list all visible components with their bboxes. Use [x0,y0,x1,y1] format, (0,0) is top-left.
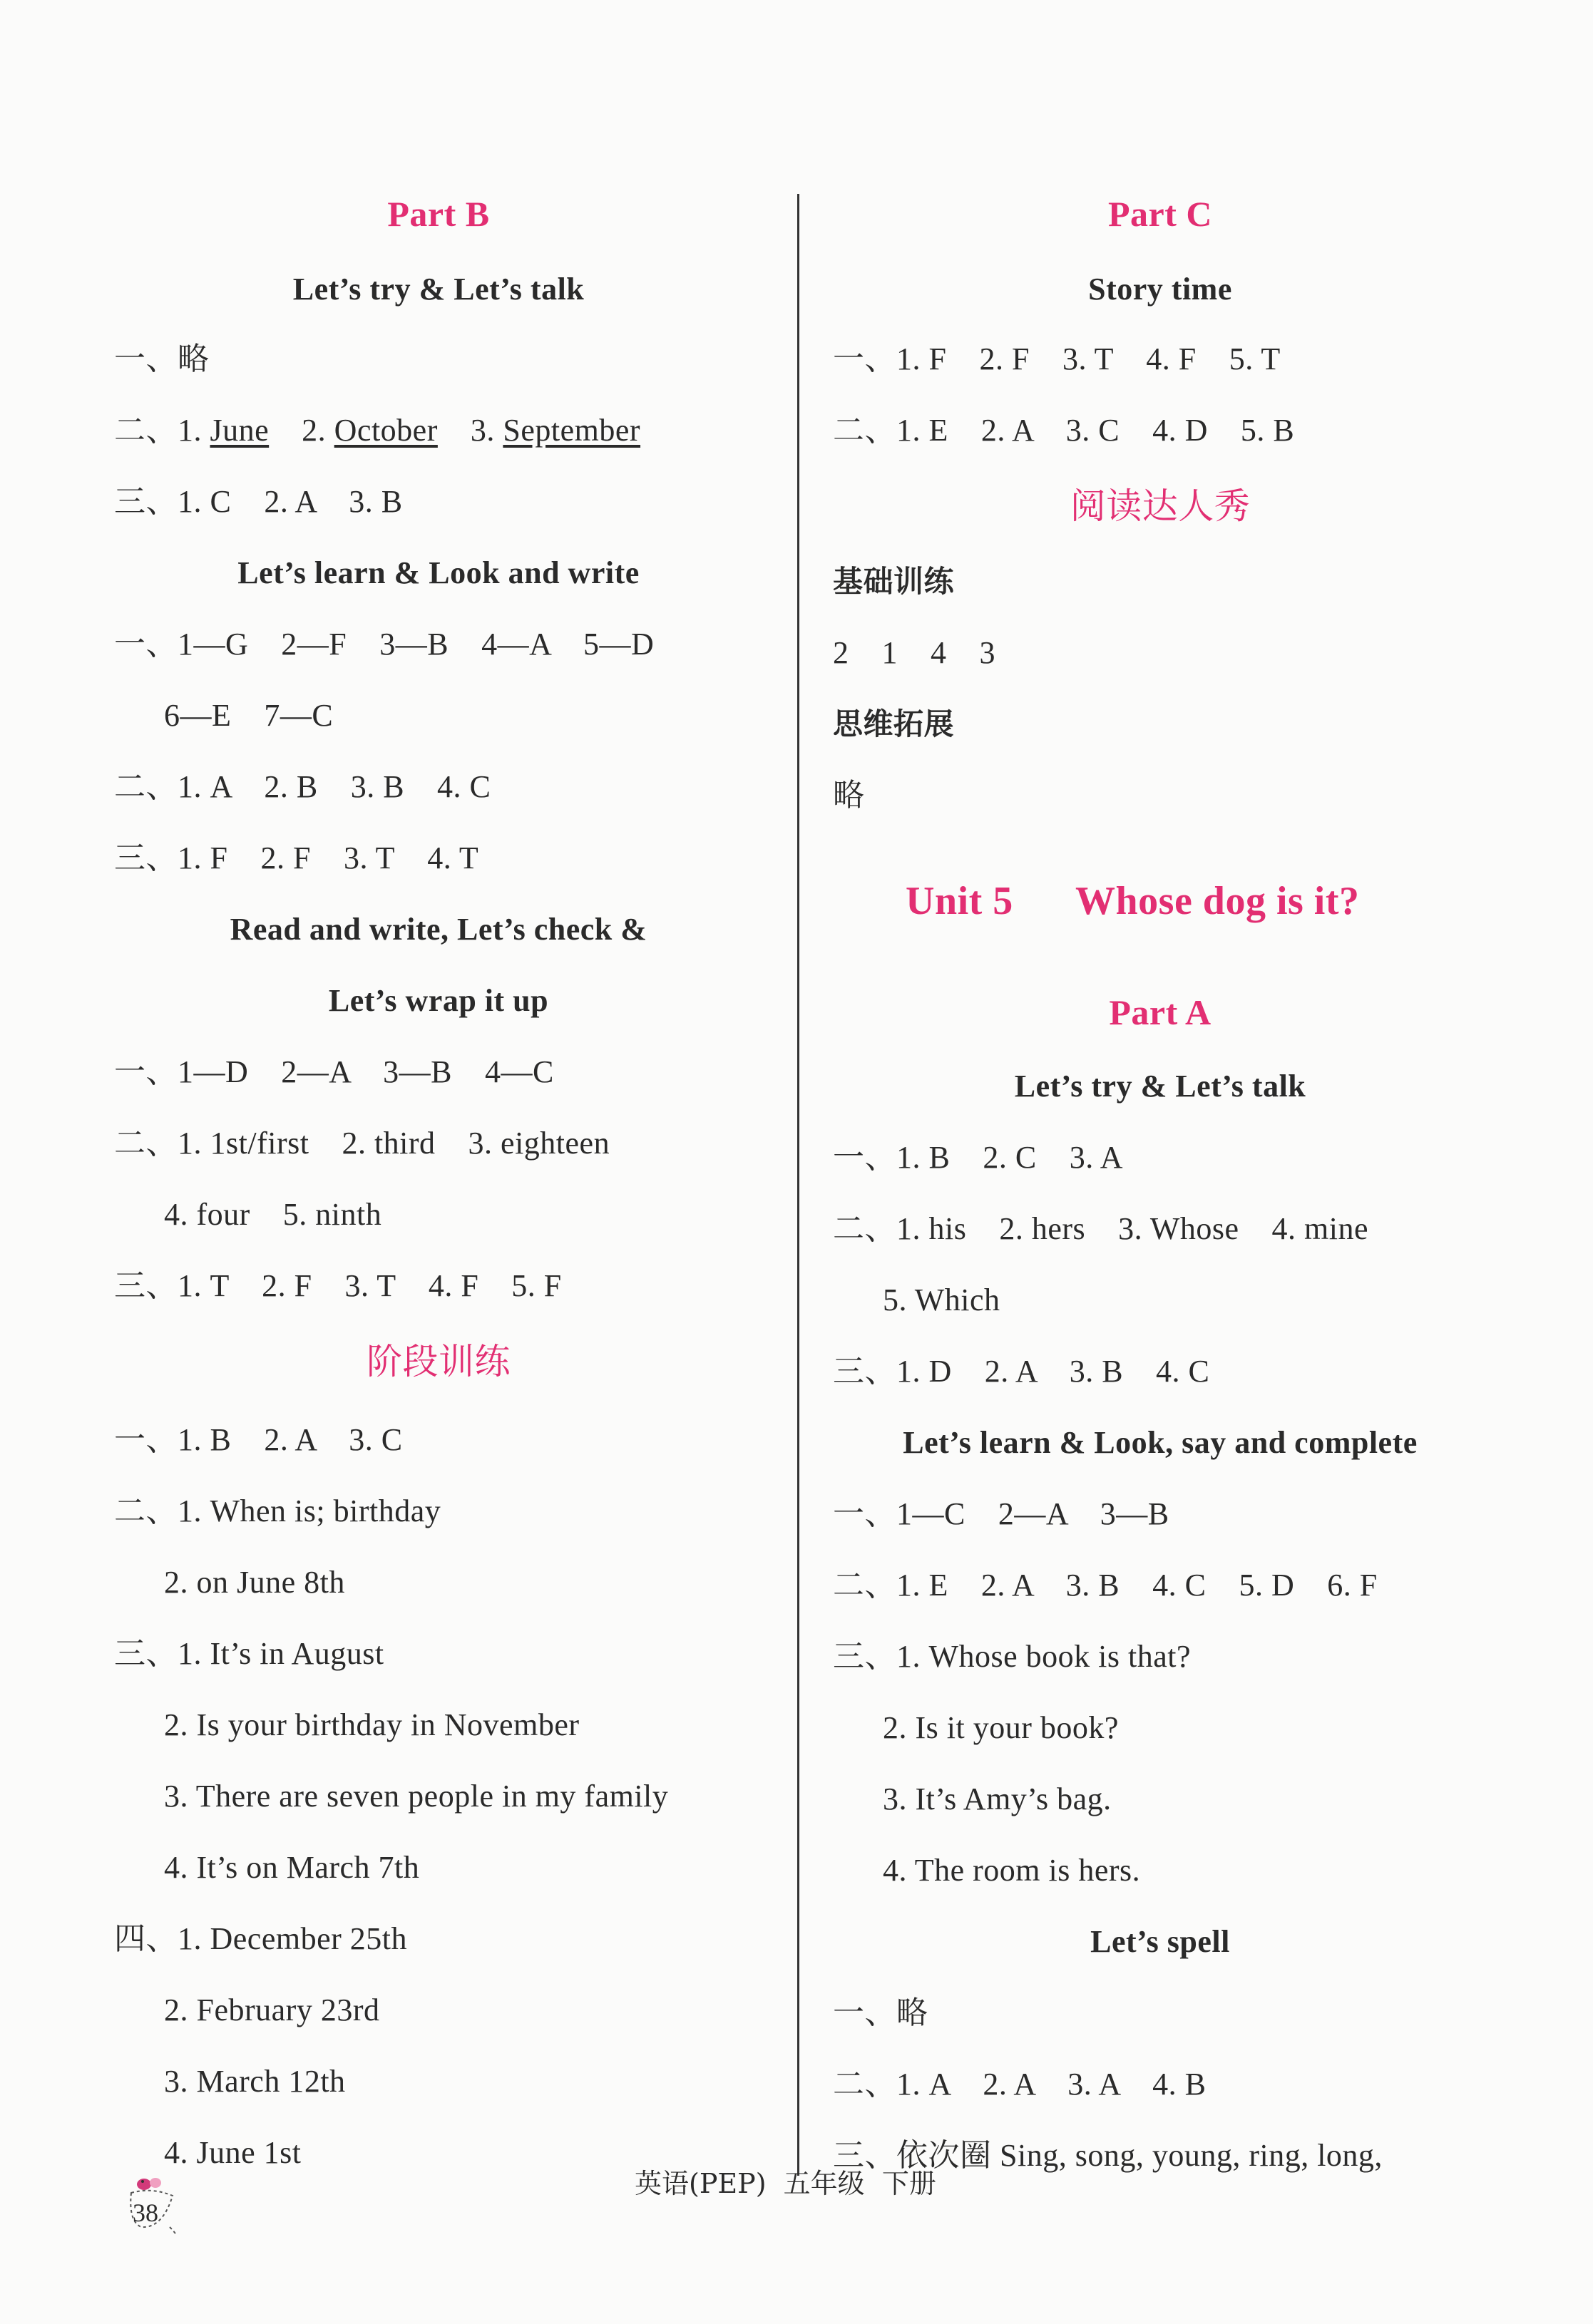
answer-line: 4. It’s on March 7th [164,1850,420,1885]
answer-line: 二、1. E 2. A 3. C 4. D 5. B [833,413,1295,448]
answer-line: 2. Is it your book? [883,1710,1119,1745]
answer-line: 二、1. E 2. A 3. B 4. C 5. D 6. F [833,1568,1378,1603]
part-c-heading: Part C [1108,194,1212,234]
answer-line: 三、1. Whose book is that? [833,1639,1192,1674]
answer-line: 一、1—G 2—F 3—B 4—A 5—D [114,627,655,662]
section-subheading: Let’s wrap it up [328,983,549,1018]
section-subheading: Story time [1088,272,1232,307]
answer-line: 3. It’s Amy’s bag. [883,1781,1112,1816]
answer-line: 二、1. his 2. hers 3. Whose 4. mine [833,1211,1369,1246]
answer-line: 2. February 23rd [164,1993,380,2027]
answer-line: 三、1. T 2. F 3. T 4. F 5. F [114,1268,562,1303]
answer-october: October [334,413,438,448]
answer-line: 略 [833,778,865,813]
answer-line: 三、1. F 2. F 3. T 4. T [114,840,479,875]
answer-line: 二、1. 1st/first 2. third 3. eighteen [114,1126,610,1161]
section-subheading: Let’s try & Let’s talk [292,272,585,307]
answer-line: 5. Which [883,1282,1000,1317]
section-subheading: Let’s learn & Look, say and complete [903,1425,1418,1460]
unit-number: Unit 5 [906,879,1013,923]
answer-line: 3. There are seven people in my family [164,1779,669,1814]
section-subheading: Read and write, Let’s check & [230,912,647,947]
answer-line: 一、1—D 2—A 3—B 4—C [114,1054,554,1089]
unit-title: Whose dog is it? [1075,879,1360,923]
answer-number: 3. [470,413,503,448]
answer-line: 三、1. C 2. A 3. B [114,484,403,519]
answer-line: 4. The room is hers. [883,1853,1141,1888]
answer-line: 二、1. A 2. B 3. B 4. C [114,769,491,804]
answer-line: 一、1. F 2. F 3. T 4. F 5. T [833,341,1281,376]
answer-line: 2. on June 8th [164,1565,345,1600]
answer-line: 2. Is your birthday in November [164,1707,580,1742]
reading-show-heading: 阅读达人秀 [1070,485,1251,527]
answer-line: 一、1. B 2. C 3. A [833,1140,1124,1175]
section-subheading: Let’s try & Let’s talk [1014,1069,1306,1104]
answer-line: 四、1. December 25th [114,1921,407,1956]
section-subheading: Let’s spell [1090,1924,1230,1959]
answer-line: 2 1 4 3 [833,635,995,670]
answer-line: 3. March 12th [164,2064,346,2099]
answer-line: 二、1. A 2. A 3. A 4. B [833,2067,1207,2102]
answer-line: 三、依次圈 Sing, song, young, ring, long, [833,2138,1383,2173]
book-title-footer: 英语(PEP) 五年级 下册 [635,2168,936,2199]
part-b-heading: Part B [387,194,490,234]
answer-line: 4. four 5. ninth [164,1197,382,1232]
answer-line: 三、1. It’s in August [114,1636,384,1671]
answer-number: 2. [302,413,334,448]
stage-training-heading: 阶段训练 [367,1341,511,1382]
answer-line [114,409,640,452]
answer-june: June [210,413,270,448]
answer-line: 一、1. B 2. A 3. C [114,1422,403,1457]
section-subheading: Let’s learn & Look and write [237,555,640,590]
answer-line: 4. June 1st [164,2135,302,2170]
answer-line: 一、略 [833,1995,928,2030]
page-number: 38 [133,2199,158,2227]
answer-prefix: 二、1. [114,413,210,448]
thinking-extension-label: 思维拓展 [833,706,955,741]
answer-line: 一、略 [114,341,210,376]
part-a-heading: Part A [1109,992,1212,1032]
answer-line: 一、1—C 2—A 3—B [833,1496,1169,1531]
answer-line: 6—E 7—C [164,698,334,733]
answer-line: 三、1. D 2. A 3. B 4. C [833,1354,1210,1389]
answer-line: 二、1. When is; birthday [114,1493,441,1528]
basic-training-label: 基础训练 [833,564,955,599]
answer-september: September [503,413,641,448]
